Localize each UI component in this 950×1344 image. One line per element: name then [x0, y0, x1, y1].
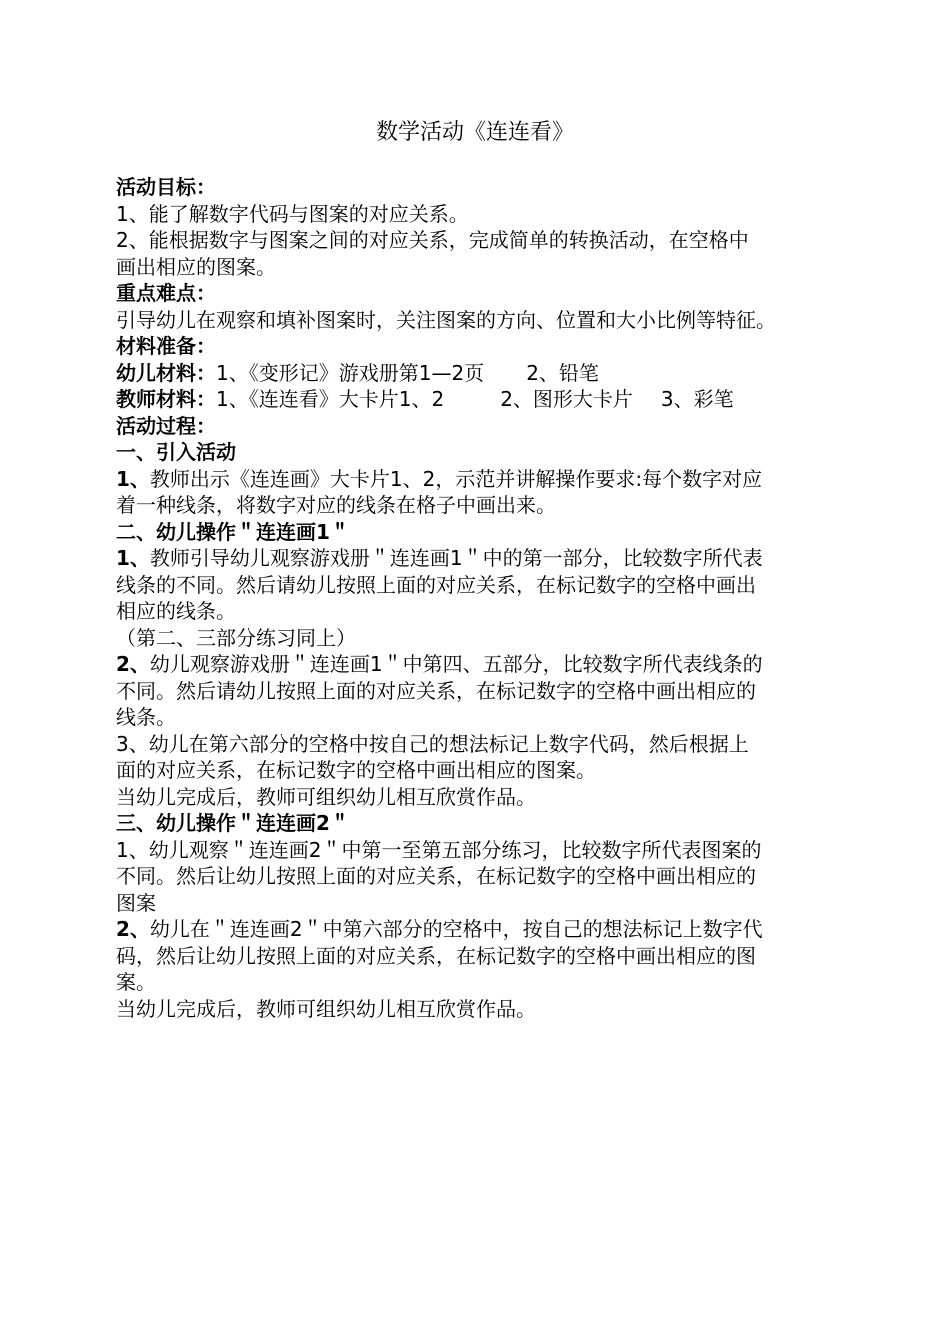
materials-item: 1、《变形记》游戏册第1—2页 — [216, 360, 485, 385]
paragraph-line: 3、幼儿在第六部分的空格中按自己的想法标记上数字代码，然后根据上 — [116, 731, 749, 756]
section-heading-materials: 材料准备： — [116, 334, 216, 358]
paragraph-line: 码，然后让幼儿按照上面的对应关系，在标记数字的空格中画出相应的图 — [116, 943, 756, 968]
subsection-heading-operation-2: 三、幼儿操作＂连连画2＂ — [116, 811, 350, 835]
paragraph-line: 线条。 — [116, 705, 176, 729]
paragraph-line: 当幼儿完成后，教师可组织幼儿相互欣赏作品。 — [116, 784, 536, 809]
subsection-heading-intro: 一、引入活动 — [116, 440, 236, 464]
step-number: 2、 — [116, 917, 150, 941]
paragraph-line: 1、教师出示《连连画》大卡片1、2，示范并讲解操作要求:每个数字对应 — [116, 466, 763, 491]
section-heading-goals: 活动目标： — [116, 175, 216, 199]
paragraph-line: 线条的不同。然后请幼儿按照上面的对应关系，在标记数字的空格中画出 — [116, 572, 756, 597]
paragraph-line: 图案 — [116, 890, 156, 915]
materials-teacher-label: 教师材料： — [116, 387, 216, 411]
paragraph-line: 不同。然后让幼儿按照上面的对应关系，在标记数字的空格中画出相应的 — [116, 864, 756, 888]
materials-item: 2、图形大卡片 — [500, 387, 633, 411]
paragraph-line: 引导幼儿在观察和填补图案时，关注图案的方向、位置和大小比例等特征。 — [116, 307, 776, 332]
paragraph-line: 案。 — [116, 970, 156, 994]
paragraph-line: 不同。然后请幼儿按照上面的对应关系，在标记数字的空格中画出相应的 — [116, 678, 756, 703]
paragraph-line: 1、幼儿观察＂连连画2＂中第一至第五部分练习，比较数字所代表图案的 — [116, 837, 762, 862]
document-body — [116, 174, 846, 1022]
materials-item: 2、铅笔 — [526, 360, 599, 385]
materials-item: 3、彩笔 — [660, 387, 734, 411]
paragraph-line: 1、教师引导幼儿观察游戏册＂连连画1＂中的第一部分，比较数字所代表 — [116, 546, 763, 570]
section-heading-process: 活动过程： — [116, 413, 216, 438]
paragraph-line: 着一种线条，将数字对应的线条在格子中画出来。 — [116, 493, 556, 517]
paragraph-line: 2、能根据数字与图案之间的对应关系，完成简单的转换活动，在空格中 — [116, 228, 749, 252]
paragraph-line: 当幼儿完成后，教师可组织幼儿相互欣赏作品。 — [116, 996, 536, 1021]
step-number: 1、 — [116, 466, 150, 491]
subsection-heading-operation-1: 二、幼儿操作＂连连画1＂ — [116, 519, 350, 544]
paragraph-line: 1、能了解数字代码与图案的对应关系。 — [116, 201, 469, 226]
paragraph-line: 面的对应关系，在标记数字的空格中画出相应的图案。 — [116, 758, 596, 782]
section-heading-key-points: 重点难点： — [116, 281, 216, 305]
step-number: 2、 — [116, 652, 150, 676]
paragraph-line: 画出相应的图案。 — [116, 254, 276, 279]
step-number: 1、 — [116, 546, 150, 570]
paragraph-line: （第二、三部分练习同上） — [116, 625, 356, 650]
materials-item: 1、《连连看》大卡片1、2 — [216, 387, 445, 411]
paragraph-line: 相应的线条。 — [116, 599, 236, 623]
document-title: 数学活动《连连看》 — [375, 120, 574, 145]
materials-teacher-line — [116, 386, 846, 413]
paragraph-line: 2、幼儿观察游戏册＂连连画1＂中第四、五部分，比较数字所代表线条的 — [116, 652, 763, 676]
materials-children-line — [116, 360, 846, 387]
paragraph-line: 2、幼儿在＂连连画2＂中第六部分的空格中，按自己的想法标记上数字代 — [116, 917, 763, 941]
materials-children-label: 幼儿材料： — [116, 360, 216, 385]
